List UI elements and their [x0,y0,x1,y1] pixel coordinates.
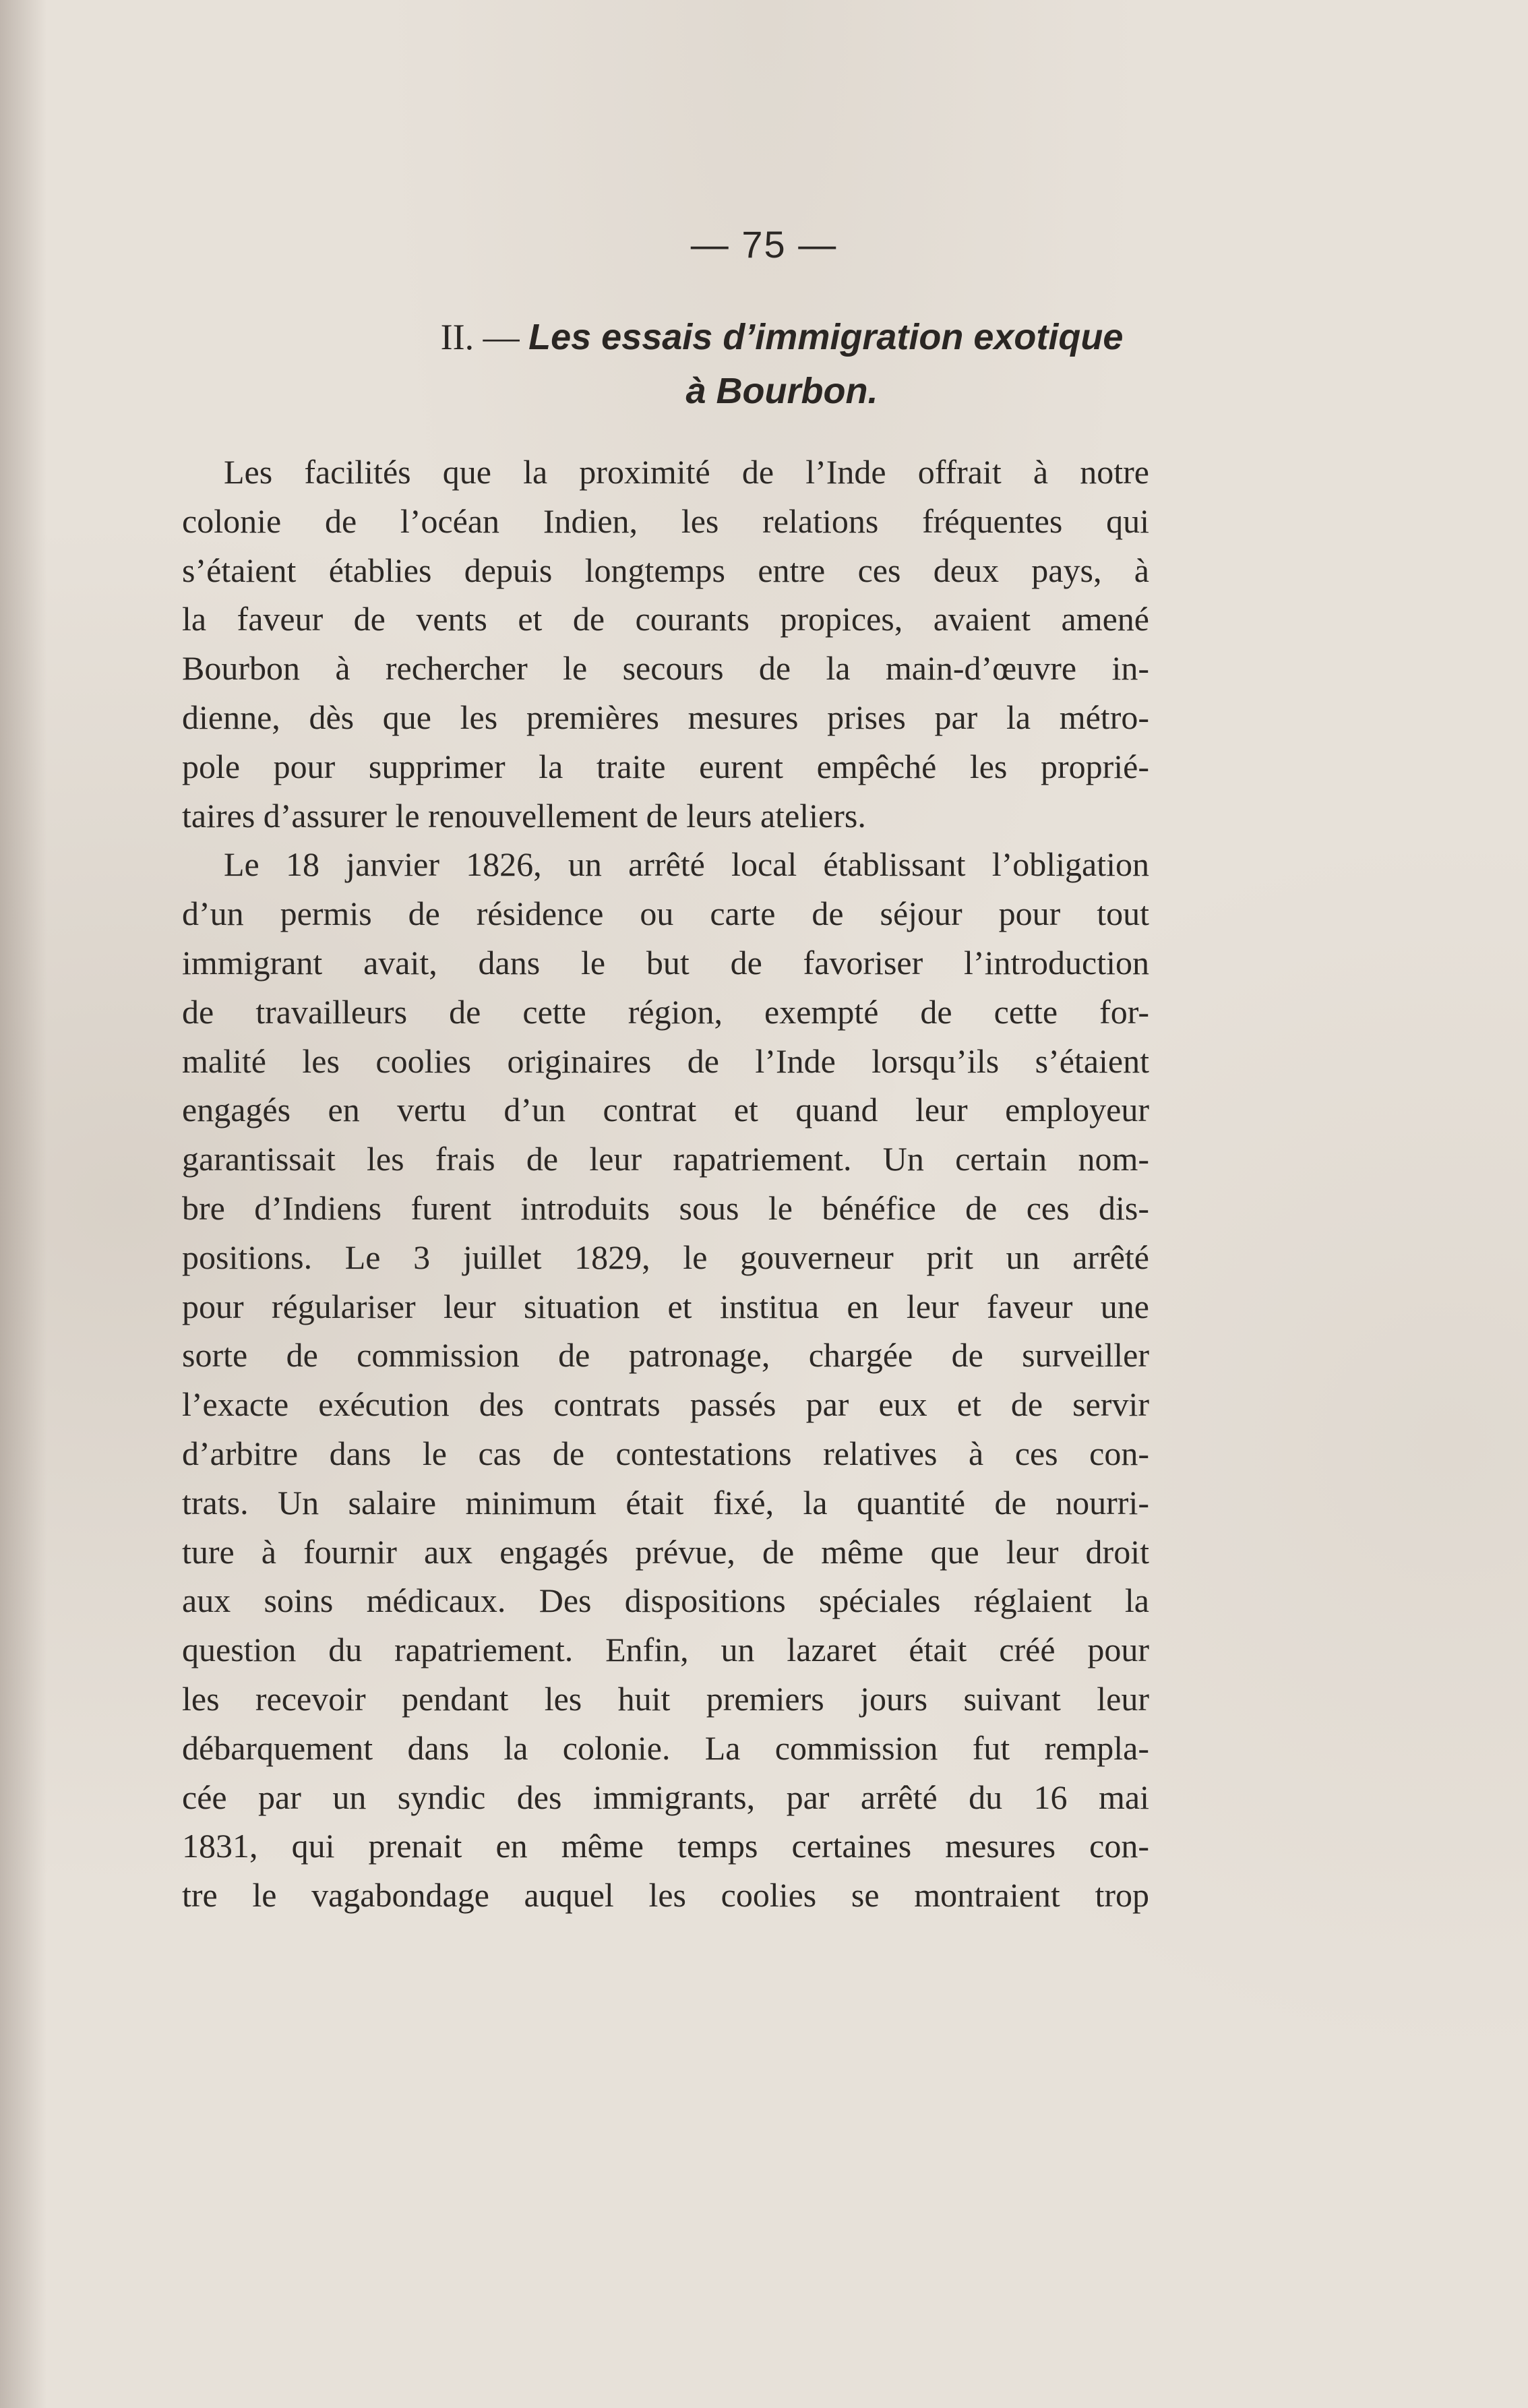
text-line: bre d’Indiens furent introduits sous le bénéfice de ces dis- [182,1188,1149,1227]
text-line: Le 18 janvier 1826, un arrêté local établissant l’obligation [224,845,1149,884]
section-title-part-1: Les essais d’immigration exotique [528,317,1124,357]
text-line: Les facilités que la proximité de l’Inde offrait à notre [224,453,1149,491]
text-line: garantissait les frais de leur rapatriement. Un certain nom- [182,1140,1149,1178]
text-line: dienne, dès que les premières mesures prises par la métro- [182,698,1149,736]
text-line: d’arbitre dans le cas de contestations relatives à ces con- [182,1434,1149,1472]
text-line: trats. Un salaire minimum était fixé, la quantité de nourri- [182,1483,1149,1522]
text-line: s’étaient établies depuis longtemps entre ces deux pays, à [182,551,1149,589]
text-line: pole pour supprimer la traite eurent empêché les proprié- [182,747,1149,785]
text-line: les recevoir pendant les huit premiers jours suivant leur [182,1679,1149,1718]
text-line: aux soins médicaux. Des dispositions spéciales réglaient la [182,1582,1149,1620]
text-line: immigrant avait, dans le but de favoriser l’introduction [182,943,1149,982]
text-line: ture à fournir aux engagés prévue, de même que leur droit [182,1532,1149,1571]
text-line: de travailleurs de cette région, exempté de cette for- [182,992,1149,1031]
text-line: taires d’assurer le renouvellement de leurs ateliers. [182,796,866,835]
text-line: malité les coolies originaires de l’Inde lorsqu’ils s’étaient [182,1042,1149,1080]
page-number: — 75 — [690,223,838,266]
text-line: sorte de commission de patronage, chargée de surveiller [182,1336,1149,1375]
text-line: positions. Le 3 juillet 1829, le gouverneur prit un arrêté [182,1238,1149,1276]
body-text [182,448,1149,1920]
text-line: colonie de l’océan Indien, les relations fréquentes qui [182,502,1149,540]
page-gutter-shadow [0,0,47,2408]
text-line: tre le vagabondage auquel les coolies se montraient trop [182,1876,1149,1915]
text-line: 1831, qui prenait en même temps certaines mesures con- [182,1827,1149,1865]
paragraph-1 [182,448,1149,840]
section-heading [222,310,1341,418]
text-line: engagés en vertu d’un contrat et quand leur employeur [182,1091,1149,1129]
paragraph-2 [182,840,1149,1920]
section-numeral: II. — [440,317,529,357]
text-line: pour régulariser leur situation et institua en leur faveur une [182,1287,1149,1325]
section-title-part-2: à Bourbon. [685,371,878,411]
text-line: question du rapatriement. Enfin, un lazaret était créé pour [182,1631,1149,1669]
text-line: d’un permis de résidence ou carte de séjour pour tout [182,895,1149,933]
text-line: débarquement dans la colonie. La commission fut rempla- [182,1728,1149,1767]
section-heading-line-1 [222,310,1341,364]
text-line: la faveur de vents et de courants propices, avaient amené [182,600,1149,638]
text-line: cée par un syndic des immigrants, par arrêté du 16 mai [182,1778,1149,1816]
text-line: l’exacte exécution des contrats passés par eux et de servir [182,1385,1149,1424]
text-line: Bourbon à rechercher le secours de la main-d’œuvre in- [182,649,1149,688]
